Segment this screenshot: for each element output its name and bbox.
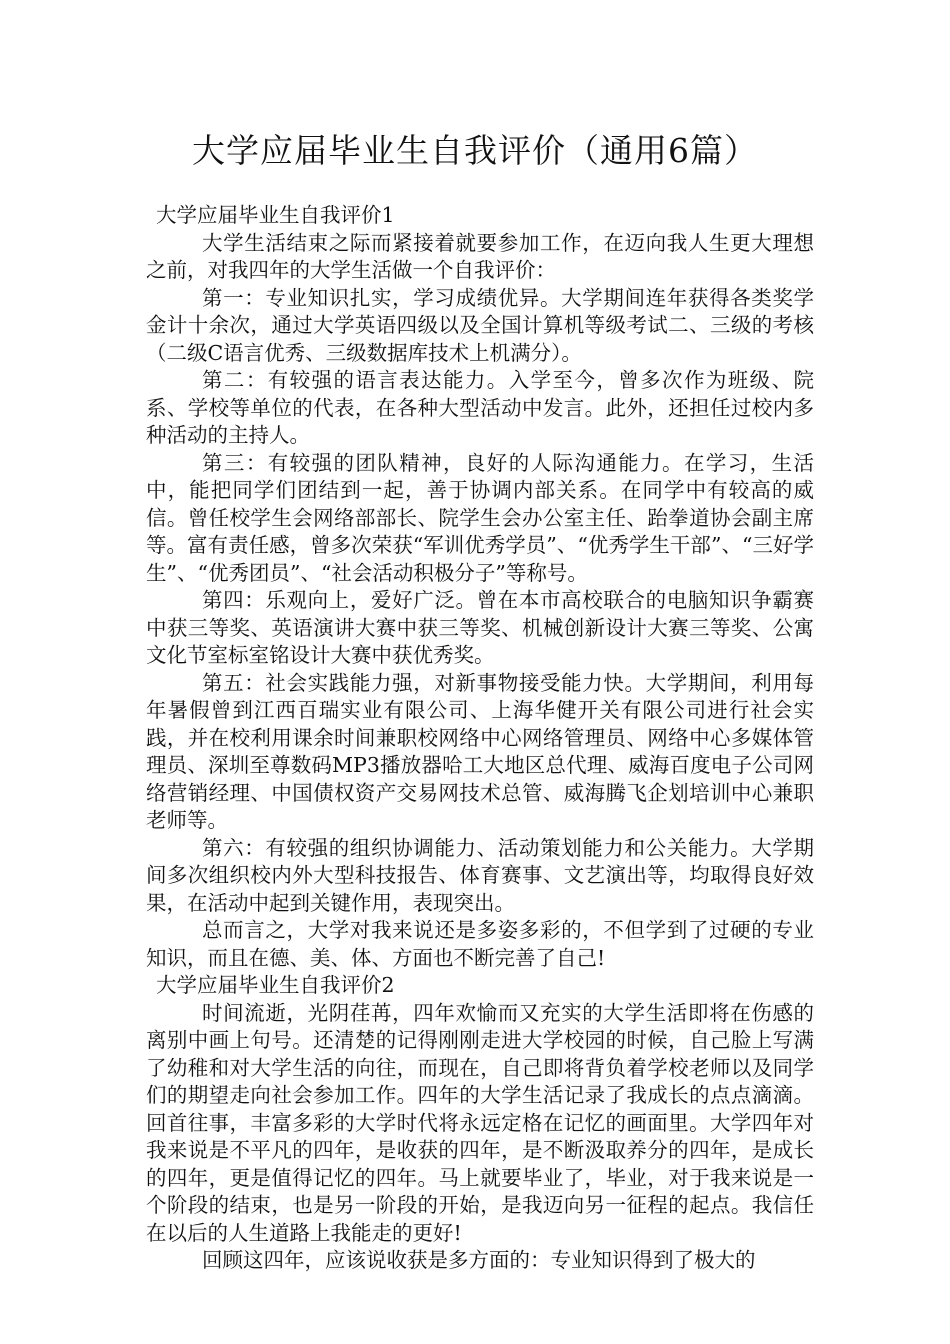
- section-1: [146, 202, 814, 972]
- paragraph: 时间流逝，光阴荏苒，四年欢愉而又充实的大学生活即将在伤感的离别中画上句号。还清楚的记得刚刚走进大学校园的时候，自己脸上写满了幼稚和对大学生活的向往，而现在，自己即将背负着学校老师以及同学们的期望走向社会参加工作。四年的大学生活记录了我成长的点点滴滴。回首往事，丰富多彩的大学时代将永远定格在记忆的画面里。大学四年对我来说是不平凡的四年，是收获的四年，是不断汲取养分的四年，是成长的四年，更是值得记忆的四年。马上就要毕业了，毕业，对于我来说是一个阶段的结束，也是另一阶段的开始，是我迈向另一征程的起点。我信任在以后的人生道路上我能走的更好!: [146, 1000, 814, 1245]
- paragraph: 大学生活结束之际而紧接着就要参加工作，在迈向我人生更大理想之前，对我四年的大学生活做一个自我评价：: [146, 230, 814, 282]
- paragraph: 第三：有较强的团队精神，良好的人际沟通能力。在学习，生活中，能把同学们团结到一起，善于协调内部关系。在同学中有较高的威信。曾任校学生会网络部部长、院学生会办公室主任、跆拳道协会副主席等。富有责任感，曾多次荣获“军训优秀学员”、“优秀学生干部”、“三好学生”、“优秀团员”、“社会活动积极分子”等称号。: [146, 450, 814, 585]
- section-heading: 大学应届毕业生自我评价2: [156, 973, 395, 997]
- paragraph: 第六：有较强的组织协调能力、活动策划能力和公关能力。大学期间多次组织校内外大型科技报告、体育赛事、文艺演出等，均取得良好效果，在活动中起到关键作用，表现突出。: [146, 835, 814, 915]
- document-body: [146, 202, 814, 1275]
- document-title: 大学应届毕业生自我评价（通用6篇）: [192, 131, 758, 170]
- paragraph: 第一：专业知识扎实，学习成绩优异。大学期间连年获得各类奖学金计十余次，通过大学英语四级以及全国计算机等级考试二、三级的考核（二级C语言优秀、三级数据库技术上机满分）。: [146, 285, 814, 365]
- paragraph: 第五：社会实践能力强，对新事物接受能力快。大学期间，利用每年暑假曾到江西百瑞实业有限公司、上海华健开关有限公司进行社会实践，并在校利用课余时间兼职校网络中心网络管理员、网络中心多媒体管理员、深圳至尊数码MP3播放器哈工大地区总代理、威海百度电子公司网络营销经理、中国债权资产交易网技术总管、威海腾飞企划培训中心兼职老师等。: [146, 670, 814, 832]
- paragraph: 第四：乐观向上，爱好广泛。曾在本市高校联合的电脑知识争霸赛中获三等奖、英语演讲大赛中获三等奖、机械创新设计大赛三等奖、公寓文化节室标室铭设计大赛中获优秀奖。: [146, 588, 814, 667]
- paragraph: 第二：有较强的语言表达能力。入学至今，曾多次作为班级、院系、学校等单位的代表，在各种大型活动中发言。此外，还担任过校内多种活动的主持人。: [146, 368, 814, 447]
- paragraph: 回顾这四年，应该说收获是多方面的：专业知识得到了极大的: [202, 1248, 756, 1272]
- section-2: [146, 972, 814, 1275]
- paragraph: 总而言之，大学对我来说还是多姿多彩的，不但学到了过硬的专业知识，而且在德、美、体、方面也不断完善了自己!: [146, 918, 814, 970]
- section-heading: 大学应届毕业生自我评价1: [156, 203, 395, 227]
